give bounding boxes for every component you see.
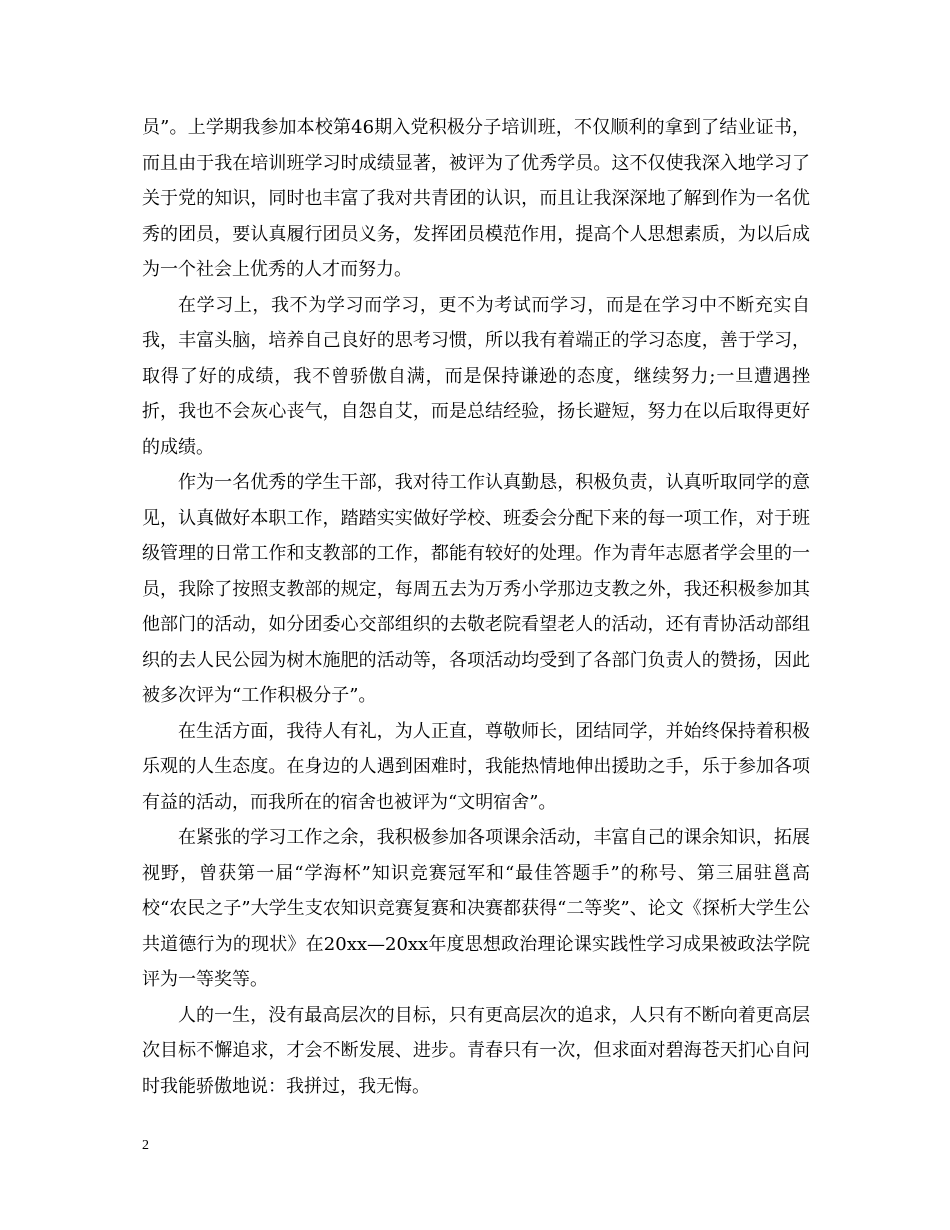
- paragraph-5: 在紧张的学习工作之余，我积极参加各项课余活动，丰富自己的课余知识，拓展视野，曾获第一届“学海杯”知识竞赛冠军和“最佳答题手”的称号、第三届驻邕高校“农民之子”大学生支农知识竞赛复赛和决赛都获得“二等奖”、论文《探析大学生公共道德行为的现状》在20xx—20xx年度思想政治理论课实践性学习成果被政法学院评为一等奖等。: [142, 827, 810, 990]
- paragraph-1: 员”。上学期我参加本校第46期入党积极分子培训班，不仅顺利的拿到了结业证书，而且由于我在培训班学习时成绩显著，被评为了优秀学员。这不仅使我深入地学习了关于党的知识，同时也丰富了我对共青团的认识，而且让我深深地了解到作为一名优秀的团员，要认真履行团员义务，发挥团员模范作用，提高个人思想素质，为以后成为一个社会上优秀的人才而努力。: [142, 117, 810, 280]
- paragraph-3: 作为一名优秀的学生干部，我对待工作认真勤恳，积极负责，认真听取同学的意见，认真做好本职工作，踏踏实实做好学校、班委会分配下来的每一项工作，对于班级管理的日常工作和支教部的工作，都能有较好的处理。作为青年志愿者学会里的一员，我除了按照支教部的规定，每周五去为万秀小学那边支教之外，我还积极参加其他部门的活动，如分团委心交部组织的去敬老院看望老人的活动，还有青协活动部组织的去人民公园为树木施肥的活动等，各项活动均受到了各部门负责人的赞扬，因此被多次评为“工作积极分子”。: [142, 472, 810, 706]
- paragraph-4: 在生活方面，我待人有礼，为人正直，尊敬师长，团结同学，并始终保持着积极乐观的人生态度。在身边的人遇到困难时，我能热情地伸出援助之手，乐于参加各项有益的活动，而我所在的宿舍也被评为“文明宿舍”。: [142, 720, 810, 813]
- paragraph-2: 在学习上，我不为学习而学习，更不为考试而学习，而是在学习中不断充实自我，丰富头脑，培养自己良好的思考习惯，所以我有着端正的学习态度，善于学习，取得了好的成绩，我不曾骄傲自满，而是保持谦逊的态度，继续努力;一旦遭遇挫折，我也不会灰心丧气，自怨自艾，而是总结经验，扬长避短，努力在以后取得更好的成绩。: [142, 294, 810, 458]
- document-body: [142, 110, 810, 1104]
- page-number: 2: [142, 1138, 149, 1153]
- paragraph-6: 人的一生，没有最高层次的目标，只有更高层次的追求，人只有不断向着更高层次目标不懈追求，才会不断发展、进步。青春只有一次，但求面对碧海苍天扪心自问时我能骄傲地说：我拼过，我无悔。: [142, 1004, 810, 1097]
